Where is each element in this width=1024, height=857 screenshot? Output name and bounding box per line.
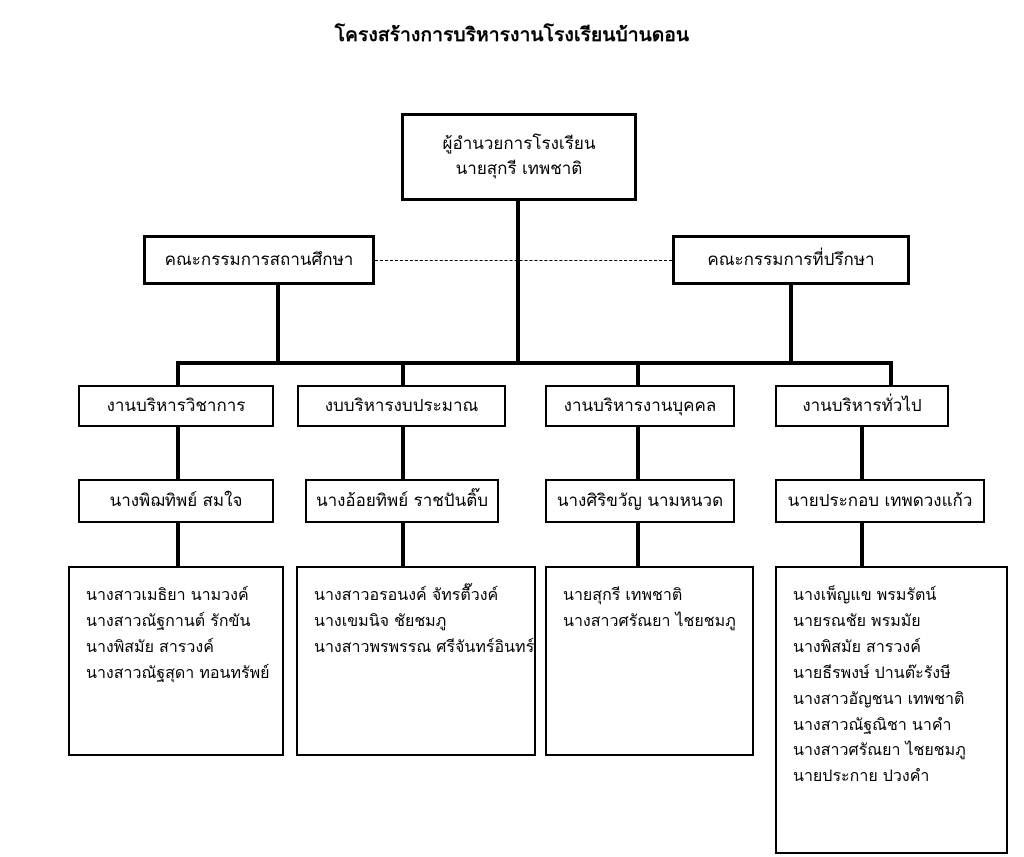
staff-1-member-4: นางสาวณัฐสุดา ทอนทรัพย์ (86, 662, 270, 682)
node-head-4 (775, 479, 985, 523)
connector-right-committee-vertical (789, 285, 793, 362)
node-department-2 (297, 385, 506, 427)
staff-box-1 (68, 566, 284, 756)
staff-4-member-4: นายธีรพงษ์ ปานต๊ะรังษี (793, 662, 951, 682)
department-4-label: งานบริหารทั่วไป (802, 395, 922, 416)
advisory-committee-label: คณะกรรมการที่ปรึกษา (707, 249, 875, 270)
staff-4-member-1: นางเพ็ญแข พรมรัตน์ (793, 585, 937, 604)
connector-dept-4-head (860, 427, 864, 479)
page-title: โครงสร้างการบริหารงานโรงเรียนบ้านดอน (334, 24, 690, 46)
node-head-2 (305, 479, 499, 523)
connector-committees-dashed (375, 260, 672, 261)
connector-department-bus (176, 361, 893, 365)
staff-box-4 (775, 566, 1008, 854)
head-1-label: นางพิฌทิพย์ สมใจ (109, 490, 243, 511)
connector-dept-4-staff (860, 523, 864, 568)
staff-3-member-2: นางสาวศรัณยา ไชยชมภู (563, 610, 736, 630)
staff-4-member-8: นายประกาย ปวงคำ (793, 766, 930, 786)
staff-1-member-1: นางสาวเมธิยา นามวงค์ (86, 585, 249, 604)
node-department-4 (775, 385, 949, 427)
node-department-3 (545, 385, 735, 427)
staff-box-2 (296, 566, 536, 756)
node-head-1 (78, 479, 274, 523)
staff-4-member-3: นางพิสมัย สารวงค์ (793, 636, 921, 656)
department-1-label: งานบริหารวิชาการ (106, 395, 246, 416)
head-2-label: นางอ้อยทิพย์ ราชปันติ๊บ (315, 490, 489, 511)
staff-2-member-3: นางสาวพรพรรณ ศรีจันทร์อินทร์ (314, 636, 535, 656)
staff-1-member-3: นางพิสมัย สารวงค์ (86, 636, 214, 656)
node-director (401, 113, 637, 201)
connector-dept-3-drop (636, 361, 640, 385)
connector-dept-4-drop (889, 361, 893, 385)
connector-dept-1-drop (176, 361, 180, 385)
node-advisory-committee (672, 235, 910, 285)
head-3-label: นางศิริขวัญ นามหนวด (556, 490, 724, 511)
staff-4-member-5: นางสาวอัญชนา เทพชาติ (793, 688, 965, 708)
node-department-1 (78, 385, 274, 427)
department-3-label: งานบริหารงานบุคคล (563, 395, 717, 416)
staff-box-3 (545, 566, 754, 756)
staff-1-member-2: นางสาวณัฐกานต์ รักขัน (86, 610, 251, 630)
staff-2-member-2: นางเขมนิจ ชัยชมภู (314, 610, 447, 630)
connector-dept-2-staff (401, 523, 405, 568)
connector-dept-2-head (401, 427, 405, 479)
director-name: นายสุกรี เทพชาติ (455, 159, 583, 179)
connector-director-vertical (516, 201, 520, 362)
connector-dept-2-drop (401, 361, 405, 385)
node-head-3 (545, 479, 735, 523)
director-title: ผู้อำนวยการโรงเรียน (442, 134, 596, 155)
staff-4-member-6: นางสาวณัฐณิชา นาคำ (793, 714, 952, 734)
connector-dept-1-head (176, 427, 180, 479)
staff-4-member-7: นางสาวศรัณยา ไชยชมภู (793, 740, 966, 760)
head-4-label: นายประกอบ เทพดวงแก้ว (787, 490, 973, 511)
connector-dept-3-head (636, 427, 640, 479)
connector-dept-1-staff (176, 523, 180, 568)
connector-dept-3-staff (636, 523, 640, 568)
node-school-committee (143, 235, 375, 285)
staff-2-member-1: นางสาวอรอนงค์ จัทรตื๊วงค์ (314, 585, 499, 604)
connector-left-committee-vertical (276, 285, 280, 362)
staff-4-member-2: นายรณชัย พรมมัย (793, 610, 921, 630)
staff-3-member-1: นายสุกรี เทพชาติ (563, 585, 683, 604)
school-committee-label: คณะกรรมการสถานศึกษา (164, 249, 354, 270)
department-2-label: งบบริหารงบประมาณ (324, 395, 479, 416)
